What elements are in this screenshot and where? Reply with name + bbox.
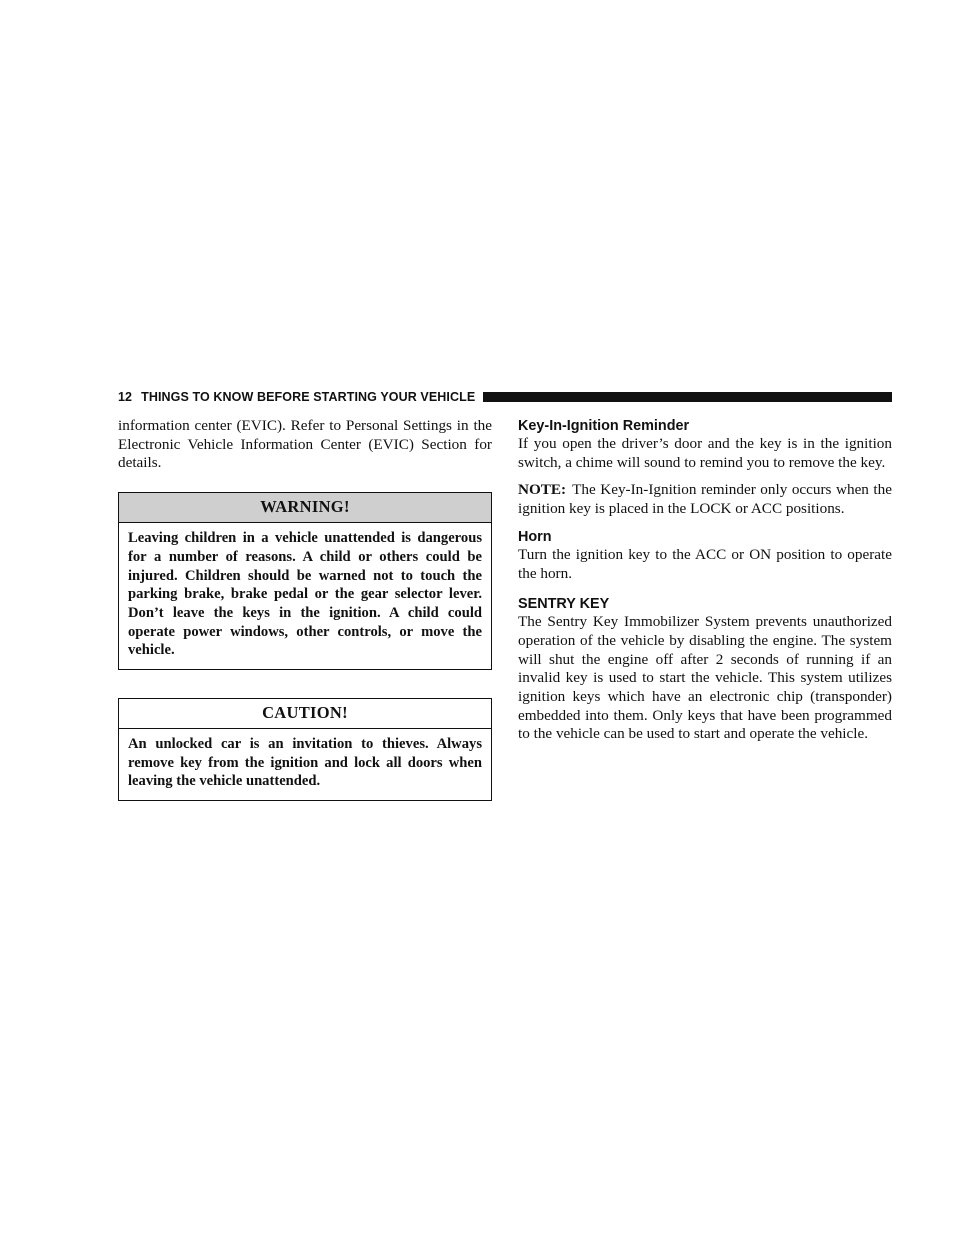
note-label: NOTE: <box>518 481 567 499</box>
section-title: THINGS TO KNOW BEFORE STARTING YOUR VEHICLE <box>141 390 476 404</box>
note-text: The Key-In-Ignition reminder only occurs when the ignition key is placed in the LOCK or ACC positions. <box>518 481 892 518</box>
left-column <box>118 417 492 801</box>
warning-body: Leaving children in a vehicle unattended is dangerous for a number of reasons. A child or others could be injured. Children should be warned not to touch the parking brake, brake pedal or the gear selector lever. Don’t leave the keys in the ignition. A child could operate power windows, other controls, or move the vehicle. <box>128 530 482 659</box>
horn-heading: Horn <box>518 528 552 545</box>
sentry-key-paragraph: The Sentry Key Immobilizer System prevents unauthorized operation of the vehicle by disabling the engine. The system will shut the engine off after 2 seconds of running if an invalid key is used to start the vehicle. This system utilizes ignition keys which have an electronic chip (transponder) embedded into them. Only keys that have been programmed to the vehicle can be used to start and operate the vehicle. <box>518 613 892 743</box>
page-header <box>118 389 892 405</box>
caution-title: CAUTION! <box>119 699 491 729</box>
horn-paragraph: Turn the ignition key to the ACC or ON position to operate the horn. <box>518 545 892 582</box>
intro-paragraph: information center (EVIC). Refer to Personal Settings in the Electronic Vehicle Information Center (EVIC) Section for details. <box>118 417 492 472</box>
warning-title: WARNING! <box>119 493 491 523</box>
key-reminder-heading: Key-In-Ignition Reminder <box>518 418 690 434</box>
header-rule-bar <box>483 392 892 402</box>
key-reminder-note <box>518 481 892 518</box>
right-column <box>518 417 892 744</box>
page-number: 12 <box>118 390 133 404</box>
sentry-key-heading: SENTRY KEY <box>518 596 610 613</box>
warning-box <box>118 492 492 670</box>
caution-box <box>118 698 492 801</box>
caution-body: An unlocked car is an invitation to thieves. Always remove key from the ignition and lock all doors when leaving the vehicle unattended. <box>128 736 482 790</box>
key-reminder-paragraph: If you open the driver’s door and the key is in the ignition switch, a chime will sound to remind you to remove the key. <box>518 435 892 471</box>
